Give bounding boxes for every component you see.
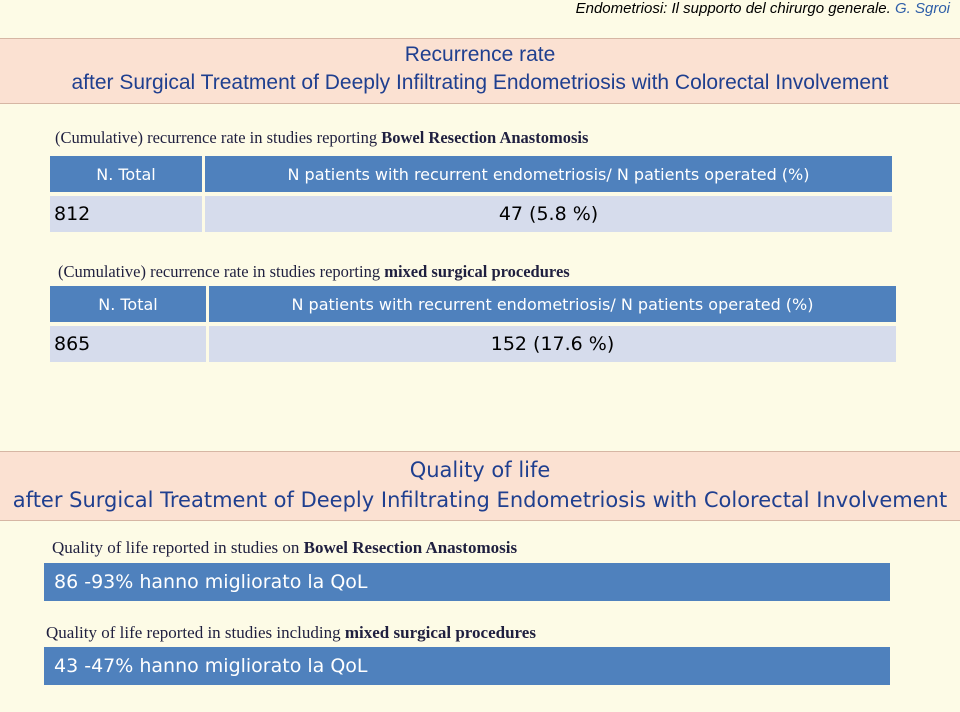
qol-result-text: 43 -47% hanno migliorato la QoL	[54, 655, 368, 677]
recurrence-table-2	[50, 286, 896, 364]
recurrence-caption-2	[58, 262, 570, 282]
credit-text: Endometriosi: Il supporto del chirurgo generale.	[575, 0, 891, 17]
qol-title: Quality of life	[409, 458, 551, 482]
total-value: 812	[50, 196, 202, 232]
recurrence-table-1	[50, 156, 892, 234]
qol-caption-1	[52, 538, 517, 558]
recurrence-title-band	[0, 38, 960, 104]
column-header-total: N. Total	[50, 156, 202, 192]
ratio-value: 152 (17.6 %)	[209, 326, 896, 362]
caption-text: Quality of life reported in studies including	[46, 623, 345, 642]
qol-result-bar-2	[44, 647, 890, 685]
qol-title-band	[0, 451, 960, 521]
caption-emphasis: mixed surgical procedures	[344, 623, 536, 642]
ratio-value: 47 (5.8 %)	[205, 196, 892, 232]
caption-text: Quality of life reported in studies on	[52, 538, 304, 557]
qol-subtitle: after Surgical Treatment of Deeply Infiltrating Endometriosis with Colorectal Involvement	[12, 488, 948, 512]
caption-emphasis: mixed surgical procedures	[384, 262, 570, 281]
recurrence-title: Recurrence rate	[404, 43, 556, 66]
column-header-total: N. Total	[50, 286, 206, 322]
recurrence-caption-1	[55, 128, 588, 148]
qol-result-bar-1	[44, 563, 890, 601]
slide-credit	[576, 0, 950, 17]
recurrence-subtitle: after Surgical Treatment of Deeply Infiltrating Endometriosis with Colorectal Involvement	[71, 71, 889, 94]
total-value: 865	[50, 326, 206, 362]
caption-emphasis: Bowel Resection Anastomosis	[303, 538, 518, 557]
caption-text: (Cumulative) recurrence rate in studies reporting	[58, 262, 385, 281]
caption-emphasis: Bowel Resection Anastomosis	[381, 128, 589, 147]
column-header-ratio: N patients with recurrent endometriosis/ N patients operated (%)	[205, 156, 892, 192]
column-header-ratio: N patients with recurrent endometriosis/ N patients operated (%)	[209, 286, 896, 322]
qol-result-text: 86 -93% hanno migliorato la QoL	[54, 571, 368, 593]
caption-text: (Cumulative) recurrence rate in studies reporting	[55, 128, 382, 147]
author-name: G. Sgroi	[894, 0, 950, 17]
qol-caption-2	[46, 623, 536, 643]
